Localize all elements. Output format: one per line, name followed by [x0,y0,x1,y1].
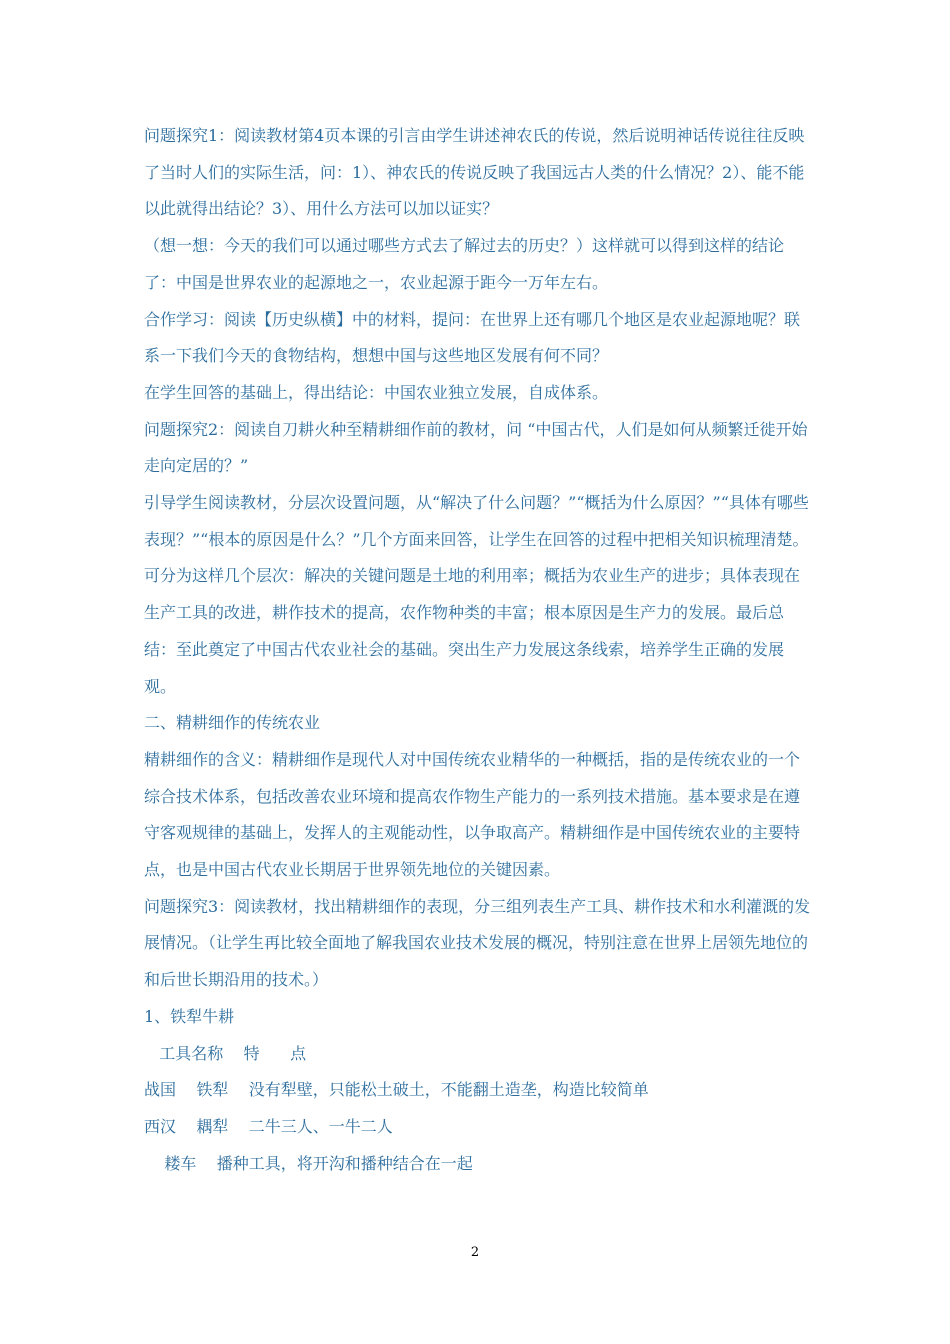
tool-table-row: 战国 铁犁 没有犁壁，只能松土破土，不能翻土造垄，构造比较简单 [144,1080,649,1100]
paragraph-conclusion: 在学生回答的基础上，得出结论：中国农业独立发展，自成体系。 [144,382,609,402]
paragraph-inquiry-1: 问题探究1：阅读教材第4页本课的引言由学生讲述神农氏的传说，然后说明神话传说往往反映了当时人们的实际生活，问：1）、神农氏的传说反映了我国远古人类的什么情况？2）、能不能以此就得出结论？3）、用什么方法可以加以证实？ [144,126,805,219]
body-text [144,118,814,1182]
paragraph-definition: 精耕细作的含义：精耕细作是现代人对中国传统农业精华的一种概括，指的是传统农业的一个综合技术体系，包括改善农业环境和提高农作物生产能力的一系列技术措施。基本要求是在遵守客观规律的基础上，发挥人的主观能动性，以争取高产。精耕细作是中国传统农业的主要特点，也是中国古代农业长期居于世界领先地位的关键因素。 [144,749,801,880]
paragraph-cooperative-learning: 合作学习：阅读【历史纵横】中的材料，提问：在世界上还有哪几个地区是农业起源地呢？联系一下我们今天的食物结构，想想中国与这些地区发展有何不同？ [144,309,801,366]
paragraph-guidance: 引导学生阅读教材，分层次设置问题，从“解决了什么问题？”“概括为什么原因？”“具体有哪些表现？”“根本的原因是什么？”几个方面来回答，让学生在回答的过程中把相关知识梳理清楚。可分为这样几个层次：解决的关键问题是土地的利用率；概括为农业生产的进步；具体表现在生产工具的改进，耕作技术的提高，农作物种类的丰富；根本原因是生产力的发展。最后总结：至此奠定了中国古代农业社会的基础。突出生产力发展这条线索，培养学生正确的发展观。 [144,493,809,696]
page-number: 2 [470,1245,480,1260]
tool-table-row: 耧车 播种工具，将开沟和播种结合在一起 [144,1153,473,1173]
paragraph-inquiry-3: 问题探究3：阅读教材，找出精耕细作的表现，分三组列表生产工具、耕作技术和水利灌溉的发展情况。（让学生再比较全面地了解我国农业技术发展的概况，特别注意在世界上居领先地位的和后世长期沿用的技术。） [144,896,811,990]
paragraph-think: （想一想：今天的我们可以通过哪些方式去了解过去的历史？）这样就可以得到这样的结论了：中国是世界农业的起源地之一，农业起源于距今一万年左右。 [144,236,785,292]
subsection-heading: 1、铁犁牛耕 [144,1006,235,1026]
section-heading: 二、精耕细作的传统农业 [144,713,321,733]
tool-table-header: 工具名称 特 点 [144,1043,307,1063]
paragraph-inquiry-2: 问题探究2：阅读自刀耕火种至精耕细作前的教材，问 “中国古代，人们是如何从频繁迁徙开始走向定居的？” [144,419,808,476]
tool-table-row: 西汉 耦犁 二牛三人、一牛二人 [144,1116,393,1136]
